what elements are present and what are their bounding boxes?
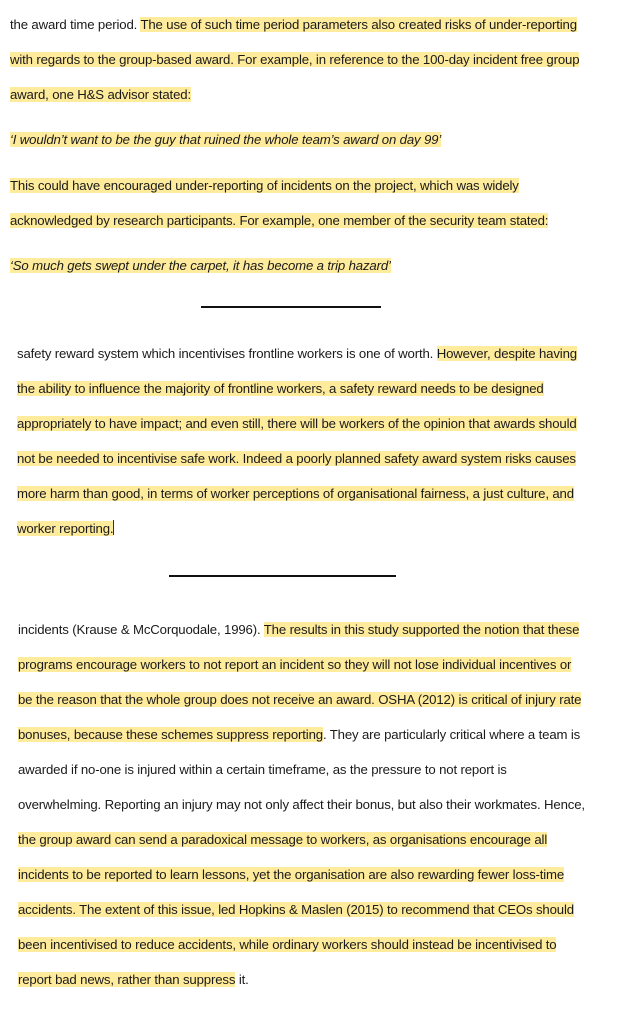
text-line bbox=[18, 795, 585, 815]
highlighted-text: bonuses, because these schemes suppress reporting bbox=[18, 727, 323, 742]
text-line bbox=[17, 519, 114, 539]
highlighted-text: incidents to be reported to learn lessons, yet the organisation are also rewarding fewer loss-time bbox=[18, 867, 565, 882]
text-line bbox=[17, 379, 544, 399]
highlighted-text: The use of such time period parameters also created risks of under-reporting bbox=[140, 17, 577, 32]
text-line bbox=[18, 935, 556, 955]
plain-text: safety reward system which incentivises frontline workers is one of worth. bbox=[17, 346, 437, 361]
highlighted-text: The results in this study supported the notion that these bbox=[263, 622, 580, 637]
highlighted-text: However, despite having bbox=[436, 346, 577, 361]
highlighted-quote: ‘I wouldn’t want to be the guy that ruined the whole team’s award on day 99’ bbox=[10, 132, 442, 147]
text-line bbox=[10, 15, 577, 35]
text-line bbox=[17, 449, 576, 469]
highlighted-text: acknowledged by research participants. For example, one member of the security team stated: bbox=[10, 213, 549, 228]
separator-rule bbox=[201, 306, 381, 308]
separator-rule bbox=[169, 575, 396, 577]
text-line bbox=[17, 414, 577, 434]
plain-text: . They are particularly critical where a team is bbox=[322, 727, 581, 742]
plain-text: the award time period. bbox=[10, 17, 141, 32]
highlighted-text: accidents. The extent of this issue, led Hopkins & Maslen (2015) to recommend that CEOs should bbox=[18, 902, 574, 917]
text-line bbox=[17, 484, 574, 504]
plain-text: overwhelming. Reporting an injury may not only affect their bonus, but also their workmates. Hence, bbox=[18, 797, 585, 812]
quote-line bbox=[10, 130, 441, 150]
text-line bbox=[10, 211, 548, 231]
highlighted-text: This could have encouraged under-reporting of incidents on the project, which was widely bbox=[10, 178, 519, 193]
text-line bbox=[18, 830, 547, 850]
highlighted-text: award, one H&S advisor stated: bbox=[10, 87, 191, 102]
highlighted-text: be the reason that the whole group does not receive an award. OSHA (2012) is critical of injury rate bbox=[18, 692, 582, 707]
highlighted-text: the group award can send a paradoxical message to workers, as organisations encourage all bbox=[18, 832, 548, 847]
text-line bbox=[10, 85, 191, 105]
text-line bbox=[18, 900, 574, 920]
text-line bbox=[18, 655, 571, 675]
highlighted-text: programs encourage workers to not report an incident so they will not lose individual incentives or bbox=[18, 657, 572, 672]
text-line bbox=[18, 970, 249, 990]
highlighted-text: been incentivised to reduce accidents, while ordinary workers should instead be incentivised to bbox=[18, 937, 557, 952]
text-line bbox=[18, 865, 564, 885]
highlighted-text: worker reporting. bbox=[17, 521, 114, 536]
text-line bbox=[18, 690, 581, 710]
text-line bbox=[10, 176, 519, 196]
text-line bbox=[18, 760, 507, 780]
highlighted-quote: ‘So much gets swept under the carpet, it has become a trip hazard’ bbox=[10, 258, 391, 273]
text-line bbox=[17, 344, 577, 364]
text-cursor bbox=[113, 520, 114, 535]
highlighted-text: report bad news, rather than suppress bbox=[18, 972, 236, 987]
text-line bbox=[18, 725, 580, 745]
highlighted-text: with regards to the group-based award. For example, in reference to the 100-day incident free group bbox=[10, 52, 580, 67]
quote-line bbox=[10, 256, 391, 276]
text-line bbox=[18, 620, 579, 640]
text-line bbox=[10, 50, 579, 70]
highlighted-text: more harm than good, in terms of worker perceptions of organisational fairness, a just culture, and bbox=[17, 486, 574, 501]
highlighted-text: not be needed to incentivise safe work. Indeed a poorly planned safety award system risks causes bbox=[17, 451, 576, 466]
plain-text: it. bbox=[235, 972, 249, 987]
plain-text: awarded if no-one is injured within a certain timeframe, as the pressure to not report is bbox=[18, 762, 507, 777]
highlighted-text: appropriately to have impact; and even still, there will be workers of the opinion that awards should bbox=[17, 416, 577, 431]
highlighted-text: the ability to influence the majority of frontline workers, a safety reward needs to be designed bbox=[17, 381, 544, 396]
plain-text: incidents (Krause & McCorquodale, 1996). bbox=[18, 622, 264, 637]
